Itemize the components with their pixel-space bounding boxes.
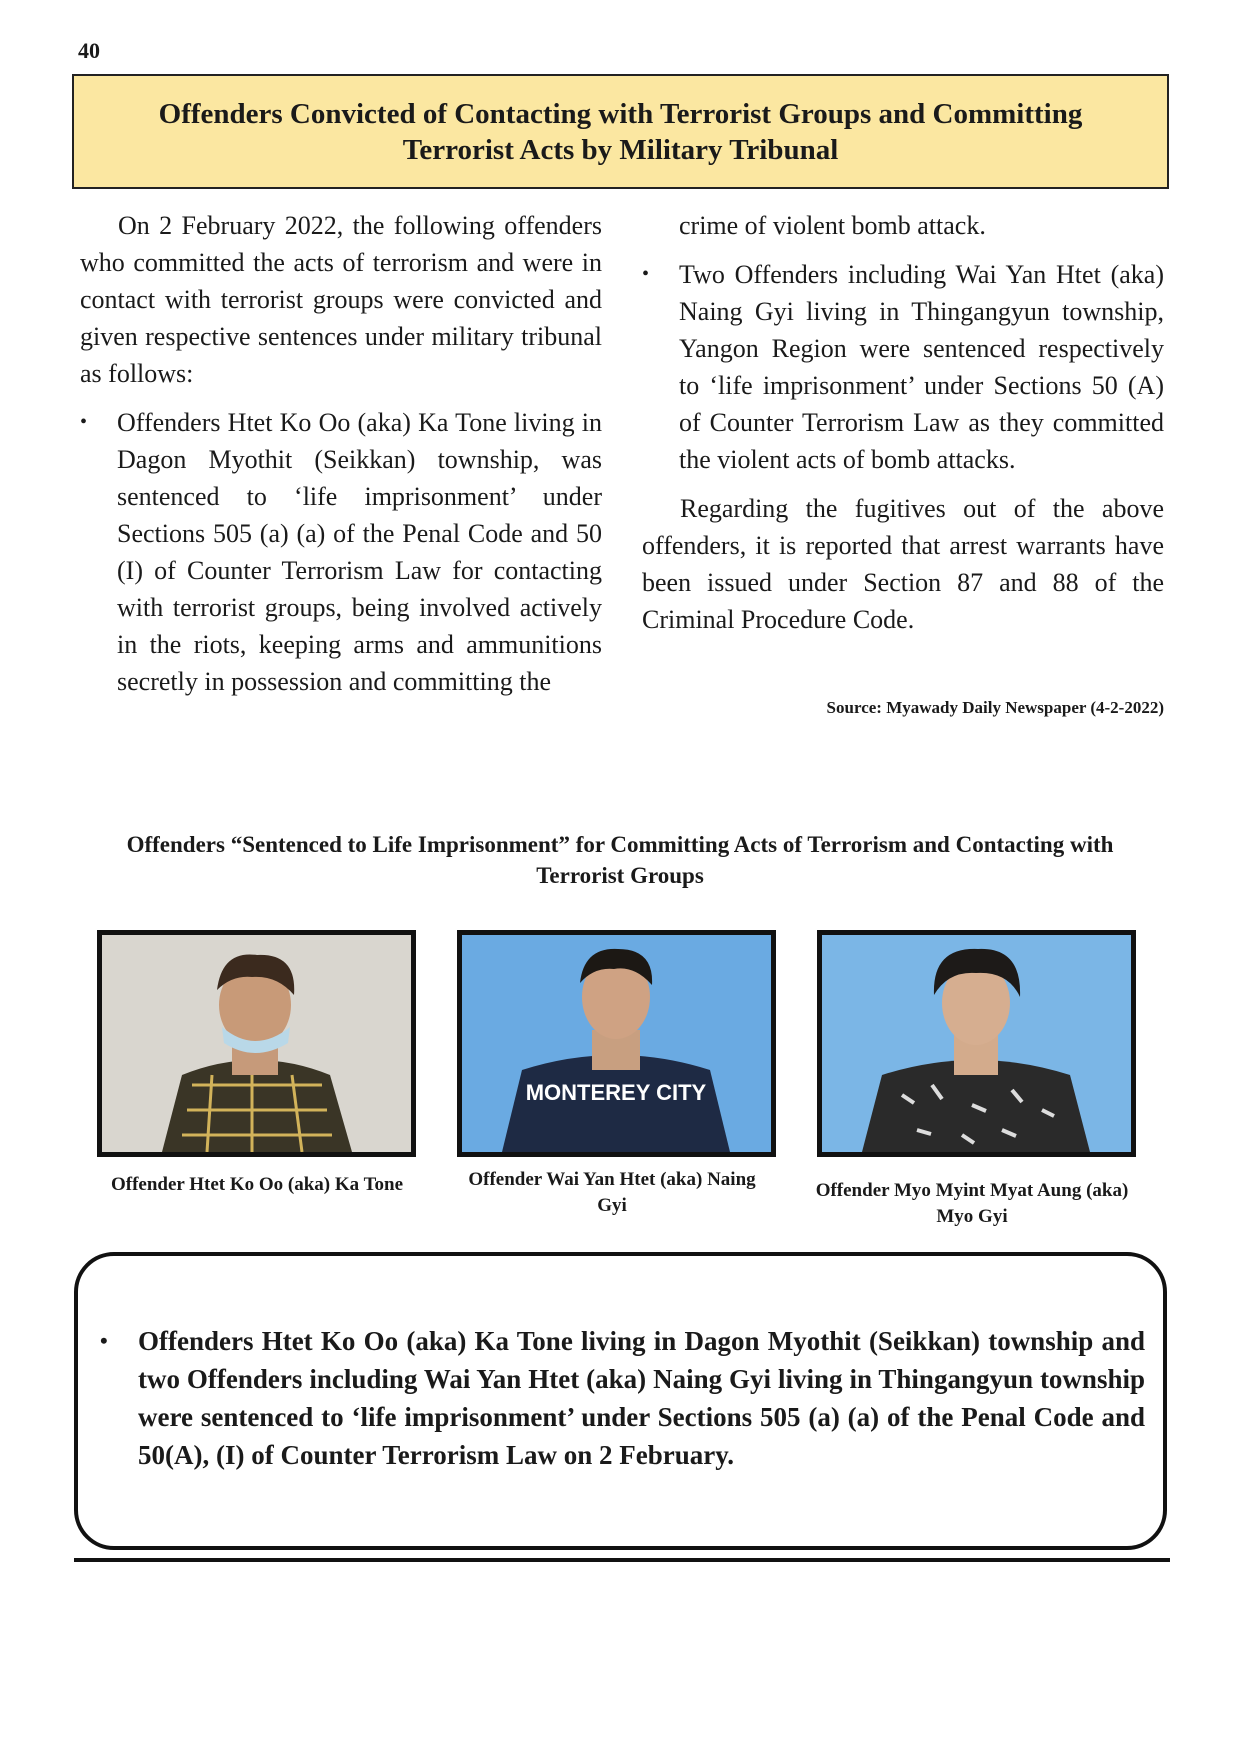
bottom-divider bbox=[74, 1558, 1170, 1562]
offender-photo-2 bbox=[457, 930, 776, 1157]
list-item-continuation: crime of violent bomb attack. bbox=[679, 211, 986, 240]
list-item-text: Offenders Htet Ko Oo (aka) Ka Tone living in Dagon Myothit (Seikkan) township, was sentenced to ‘life imprisonment’ under Sections 505 (a) (a) of the Penal Code and 50 (I) of Counter Terrorism Law for contacting with terrorist groups, being involved actively in the riots, keeping arms and ammunitions secretly in possession and committing the bbox=[117, 408, 602, 696]
page-title: Offenders Convicted of Contacting with Terrorist Groups and Committing Terrorist Acts by Military Tribunal bbox=[158, 97, 1083, 166]
page-number: 40 bbox=[78, 38, 100, 63]
offender-list bbox=[80, 404, 602, 700]
person-portrait-icon bbox=[462, 935, 771, 1152]
gallery-title: Offenders “Sentenced to Life Imprisonment” for Committing Acts of Terrorism and Contacting with Terrorist Groups bbox=[126, 832, 1114, 888]
offender-photo-1 bbox=[97, 930, 416, 1157]
intro-paragraph: On 2 February 2022, the following offenders who committed the acts of terrorism and were in contact with terrorist groups were convicted and given respective sentences under military tribunal as follows: bbox=[80, 211, 602, 388]
right-column bbox=[642, 207, 1164, 638]
offender-photo-3 bbox=[817, 930, 1136, 1157]
left-column bbox=[80, 207, 602, 700]
photo-caption: Offender Htet Ko Oo (aka) Ka Tone bbox=[110, 1174, 404, 1195]
list-item-text: Two Offenders including Wai Yan Htet (aka) Naing Gyi living in Thingangyun township, Yangon Region were sentenced respectively to ‘life imprisonment’ under Sections 50 (A) of Counter Terrorism Law as they committed the violent acts of bomb attacks. bbox=[679, 260, 1164, 474]
list-item bbox=[80, 404, 602, 700]
photo-caption: Offender Wai Yan Htet (aka) Naing Gyi bbox=[468, 1169, 756, 1216]
page-title-box bbox=[72, 74, 1169, 189]
list-item bbox=[642, 256, 1164, 478]
summary-box bbox=[74, 1252, 1167, 1550]
source-credit: Source: Myawady Daily Newspaper (4-2-2022) bbox=[826, 698, 1164, 717]
closing-paragraph: Regarding the fugitives out of the above offenders, it is reported that arrest warrants have been issued under Section 87 and 88 of the Criminal Procedure Code. bbox=[642, 494, 1164, 634]
shirt-text: MONTEREY CITY bbox=[525, 1080, 707, 1105]
person-portrait-icon bbox=[822, 935, 1131, 1152]
summary-text: Offenders Htet Ko Oo (aka) Ka Tone living in Dagon Myothit (Seikkan) township and two Offenders including Wai Yan Htet (aka) Naing Gyi living in Thingangyun township were sentenced to ‘life imprisonment’ under Sections 505 (a) (a) of the Penal Code and 50(A), (I) of Counter Terrorism Law on 2 February. bbox=[138, 1326, 1145, 1470]
person-portrait-icon bbox=[102, 935, 411, 1152]
photo-caption: Offender Myo Myint Myat Aung (aka) Myo Gyi bbox=[815, 1180, 1129, 1227]
bullet-icon: • bbox=[100, 1328, 108, 1353]
bullet-icon: • bbox=[642, 263, 650, 285]
offender-list-continued bbox=[642, 256, 1164, 478]
bullet-icon: • bbox=[80, 411, 88, 433]
